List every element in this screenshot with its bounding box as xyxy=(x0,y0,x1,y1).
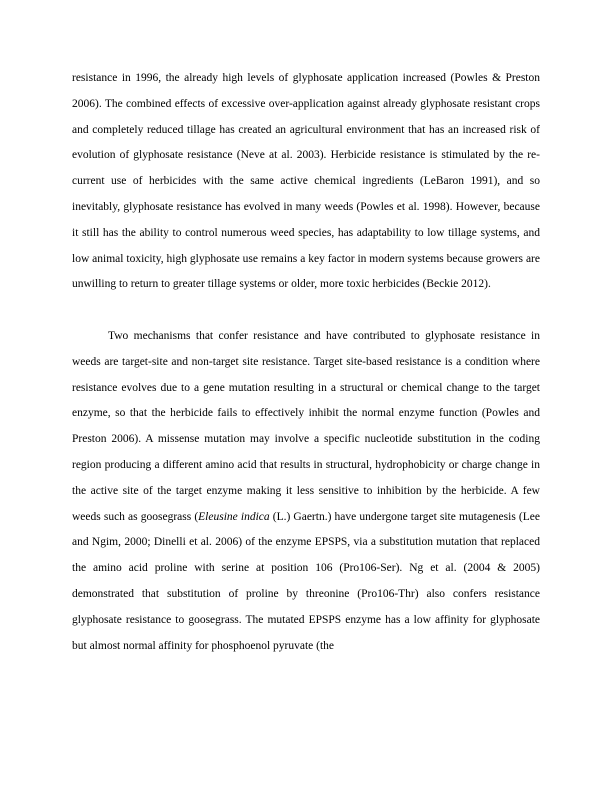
paragraph-2-part-1: Two mechanisms that confer resistance and have contributed to glyphosate resistance in weeds are target-site and non-target site resistance. Target site-based resistance is a condition where resistance evolves due to a gene mutation resulting in a structural or chemical change to the target enzyme, so that the herbicide fails to effectively inhibit the normal enzyme function (Powles and Preston 2006). A missense mutation may involve a specific nucleotide substitution in the coding region producing a different amino acid that results in structural, hydrophobicity or charge change in the active site of the target enzyme making it less sensitive to inhibition by the herbicide. A few weeds such as goosegrass ( xyxy=(72,329,540,523)
paragraph-1: resistance in 1996, the already high levels of glyphosate application increased (Powles & Preston 2006). The combined effects of excessive over-application against already glyphosate resistant crops and completely reduced tillage has created an agricultural environment that has an increased risk of evolution of glyphosate resistance (Neve at al. 2003). Herbicide resistance is stimulated by the re-current use of herbicides with the same active chemical ingredients (LeBaron 1991), and so inevitably, glyphosate resistance has evolved in many weeds (Powles et al. 1998). However, because it still has the ability to control numerous weed species, has adaptability to low tillage systems, and low animal toxicity, high glyphosate use remains a key factor in modern systems because growers are unwilling to return to greater tillage systems or older, more toxic herbicides (Beckie 2012). xyxy=(72,72,540,291)
paragraph-2 xyxy=(72,324,540,659)
paragraph-2-part-2: (L.) Gaertn.) have undergone target site mutagenesis (Lee and Ngim, 2000; Dinelli et al. 2006) of the enzyme EPSPS, via a substitution mutation that replaced the amino acid proline with serine at position 106 (Pro106-Ser). Ng et al. (2004 & 2005) demonstrated that substitution of proline by threonine (Pro106-Thr) also confers resistance glyphosate resistance to goosegrass. The mutated EPSPS enzyme has a low affinity for glyphosate but almost normal affinity for phosphoenol pyruvate (the xyxy=(72,510,540,652)
document-page xyxy=(72,66,540,659)
species-name-italic: Eleusine indica xyxy=(198,510,270,523)
